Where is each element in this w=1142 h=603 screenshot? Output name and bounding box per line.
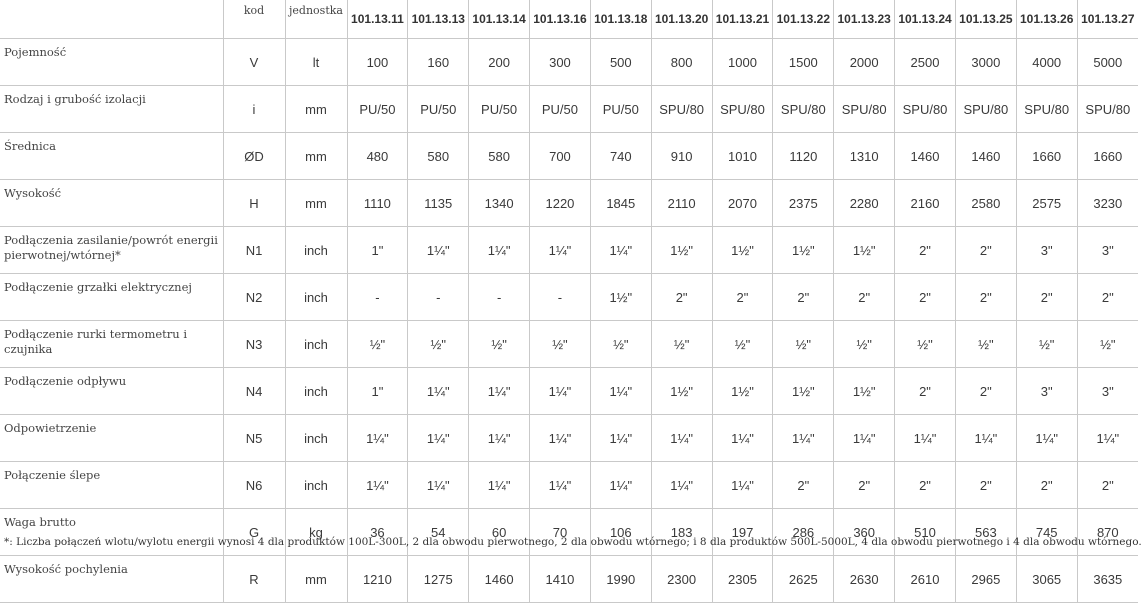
value-cell: 1275 <box>408 556 469 603</box>
table-row <box>0 556 1138 603</box>
value-cell: 2" <box>1077 462 1138 509</box>
value-cell: SPU/80 <box>773 86 834 133</box>
value-cell: 3" <box>1077 227 1138 274</box>
value-cell: 1460 <box>955 133 1016 180</box>
row-symbol: N2 <box>223 274 285 321</box>
value-cell: 54 <box>408 509 469 556</box>
value-cell: 1¼" <box>347 462 408 509</box>
value-cell: 2070 <box>712 180 773 227</box>
value-cell: 2" <box>895 227 956 274</box>
table-row <box>0 368 1138 415</box>
value-cell: 1¼" <box>712 462 773 509</box>
row-symbol: i <box>223 86 285 133</box>
value-cell: 2375 <box>773 180 834 227</box>
value-cell: 1¼" <box>530 415 591 462</box>
value-cell: PU/50 <box>530 86 591 133</box>
value-cell: 200 <box>469 39 530 86</box>
value-cell: 740 <box>590 133 651 180</box>
value-cell: 2580 <box>955 180 1016 227</box>
header-code: 101.13.24 <box>895 0 956 39</box>
value-cell: 1210 <box>347 556 408 603</box>
value-cell: 1¼" <box>408 462 469 509</box>
header-code: 101.13.11 <box>347 0 408 39</box>
value-cell: 2" <box>1016 462 1077 509</box>
value-cell: SPU/80 <box>1016 86 1077 133</box>
value-cell: 1500 <box>773 39 834 86</box>
value-cell: SPU/80 <box>651 86 712 133</box>
value-cell: 1½" <box>834 227 895 274</box>
value-cell: 1¼" <box>347 415 408 462</box>
header-code: 101.13.21 <box>712 0 773 39</box>
table-row <box>0 321 1138 368</box>
value-cell: PU/50 <box>347 86 408 133</box>
value-cell: 2305 <box>712 556 773 603</box>
value-cell: 1¼" <box>408 368 469 415</box>
value-cell: 3065 <box>1016 556 1077 603</box>
value-cell: 2500 <box>895 39 956 86</box>
value-cell: PU/50 <box>590 86 651 133</box>
row-label: Pojemność <box>0 39 223 86</box>
value-cell: 510 <box>895 509 956 556</box>
value-cell: 1340 <box>469 180 530 227</box>
row-unit: mm <box>285 556 347 603</box>
value-cell: 2" <box>1077 274 1138 321</box>
value-cell: 1¼" <box>651 462 712 509</box>
value-cell: 36 <box>347 509 408 556</box>
row-symbol: ØD <box>223 133 285 180</box>
row-label: Podłączenie odpływu <box>0 368 223 415</box>
value-cell: 2" <box>834 274 895 321</box>
header-code: 101.13.22 <box>773 0 834 39</box>
row-symbol: N1 <box>223 227 285 274</box>
row-unit: inch <box>285 227 347 274</box>
value-cell: 2630 <box>834 556 895 603</box>
value-cell: 1½" <box>712 368 773 415</box>
value-cell: - <box>469 274 530 321</box>
value-cell: ½" <box>1016 321 1077 368</box>
table-row <box>0 462 1138 509</box>
value-cell: 2280 <box>834 180 895 227</box>
row-label: Połączenie ślepe <box>0 462 223 509</box>
row-unit: mm <box>285 180 347 227</box>
value-cell: 1¼" <box>469 227 530 274</box>
value-cell: 1¼" <box>408 415 469 462</box>
value-cell: ½" <box>530 321 591 368</box>
value-cell: 1¼" <box>590 415 651 462</box>
value-cell: 1¼" <box>530 462 591 509</box>
value-cell: ½" <box>469 321 530 368</box>
value-cell: 3635 <box>1077 556 1138 603</box>
value-cell: PU/50 <box>408 86 469 133</box>
value-cell: 1845 <box>590 180 651 227</box>
row-symbol: N4 <box>223 368 285 415</box>
value-cell: 2965 <box>955 556 1016 603</box>
value-cell: 700 <box>530 133 591 180</box>
value-cell: 2" <box>834 462 895 509</box>
value-cell: 3000 <box>955 39 1016 86</box>
value-cell: SPU/80 <box>712 86 773 133</box>
value-cell: 106 <box>590 509 651 556</box>
value-cell: 500 <box>590 39 651 86</box>
value-cell: 1¼" <box>530 368 591 415</box>
value-cell: 5000 <box>1077 39 1138 86</box>
value-cell: 1220 <box>530 180 591 227</box>
value-cell: 1¼" <box>590 368 651 415</box>
row-unit: inch <box>285 368 347 415</box>
value-cell: 1010 <box>712 133 773 180</box>
value-cell: 4000 <box>1016 39 1077 86</box>
value-cell: 580 <box>408 133 469 180</box>
value-cell: 1¼" <box>834 415 895 462</box>
value-cell: 1¼" <box>1077 415 1138 462</box>
row-symbol: G <box>223 509 285 556</box>
header-code: 101.13.16 <box>530 0 591 39</box>
value-cell: 1¼" <box>530 227 591 274</box>
value-cell: 1120 <box>773 133 834 180</box>
value-cell: 2300 <box>651 556 712 603</box>
value-cell: 2" <box>895 368 956 415</box>
row-unit: inch <box>285 462 347 509</box>
value-cell: ½" <box>712 321 773 368</box>
value-cell: ½" <box>834 321 895 368</box>
value-cell: ½" <box>955 321 1016 368</box>
table-row <box>0 86 1138 133</box>
header-row <box>0 0 1138 39</box>
value-cell: 1½" <box>712 227 773 274</box>
row-unit: inch <box>285 415 347 462</box>
value-cell: 2160 <box>895 180 956 227</box>
value-cell: 2" <box>895 274 956 321</box>
row-unit: mm <box>285 133 347 180</box>
value-cell: 1¼" <box>590 462 651 509</box>
value-cell: 183 <box>651 509 712 556</box>
value-cell: 2" <box>1016 274 1077 321</box>
value-cell: 580 <box>469 133 530 180</box>
value-cell: ½" <box>1077 321 1138 368</box>
value-cell: 70 <box>530 509 591 556</box>
value-cell: 1¼" <box>955 415 1016 462</box>
value-cell: 3230 <box>1077 180 1138 227</box>
value-cell: 910 <box>651 133 712 180</box>
value-cell: 2110 <box>651 180 712 227</box>
value-cell: 1½" <box>773 368 834 415</box>
header-code: 101.13.20 <box>651 0 712 39</box>
table-row <box>0 39 1138 86</box>
row-unit: mm <box>285 86 347 133</box>
row-label: Waga brutto <box>0 509 223 556</box>
row-label: Wysokość pochylenia <box>0 556 223 603</box>
value-cell: 745 <box>1016 509 1077 556</box>
value-cell: 2625 <box>773 556 834 603</box>
value-cell: 1¼" <box>590 227 651 274</box>
row-unit: inch <box>285 321 347 368</box>
value-cell: SPU/80 <box>1077 86 1138 133</box>
value-cell: 2575 <box>1016 180 1077 227</box>
value-cell: ½" <box>347 321 408 368</box>
value-cell: SPU/80 <box>955 86 1016 133</box>
value-cell: 3" <box>1077 368 1138 415</box>
value-cell: 2000 <box>834 39 895 86</box>
row-symbol: N3 <box>223 321 285 368</box>
value-cell: 2610 <box>895 556 956 603</box>
value-cell: PU/50 <box>469 86 530 133</box>
header-code: 101.13.26 <box>1016 0 1077 39</box>
header-code: 101.13.27 <box>1077 0 1138 39</box>
value-cell: 800 <box>651 39 712 86</box>
value-cell: 2" <box>895 462 956 509</box>
value-cell: ½" <box>773 321 834 368</box>
row-symbol: N6 <box>223 462 285 509</box>
value-cell: 2" <box>955 274 1016 321</box>
value-cell: 1½" <box>651 227 712 274</box>
value-cell: 1¼" <box>469 415 530 462</box>
value-cell: SPU/80 <box>895 86 956 133</box>
value-cell: 870 <box>1077 509 1138 556</box>
value-cell: - <box>530 274 591 321</box>
value-cell: 1410 <box>530 556 591 603</box>
header-blank-cell <box>0 0 223 39</box>
value-cell: 1¼" <box>408 227 469 274</box>
value-cell: 3" <box>1016 227 1077 274</box>
value-cell: 1" <box>347 227 408 274</box>
header-code: 101.13.25 <box>955 0 1016 39</box>
value-cell: 60 <box>469 509 530 556</box>
value-cell: 1½" <box>773 227 834 274</box>
value-cell: 1¼" <box>1016 415 1077 462</box>
header-code: 101.13.23 <box>834 0 895 39</box>
value-cell: 1¼" <box>773 415 834 462</box>
header-kod: kod <box>223 0 285 39</box>
row-symbol: R <box>223 556 285 603</box>
value-cell: 160 <box>408 39 469 86</box>
value-cell: 2" <box>773 462 834 509</box>
row-symbol: V <box>223 39 285 86</box>
table-row <box>0 133 1138 180</box>
row-unit: lt <box>285 39 347 86</box>
header-code: 101.13.18 <box>590 0 651 39</box>
table-row <box>0 227 1138 274</box>
value-cell: 1110 <box>347 180 408 227</box>
value-cell: ½" <box>895 321 956 368</box>
footnote: *: Liczba połączeń wlotu/wylotu energii wynosi 4 dla produktów 100L-300L, 2 dla obwodu pierwotnego, 2 dla obwodu wtórnego; i 8 dla produktów 500L-5000L, 4 dla obwodu pierwotnego i 4 dla obwodu wtórnego. <box>4 536 1142 548</box>
value-cell: 100 <box>347 39 408 86</box>
value-cell: 1310 <box>834 133 895 180</box>
table-row <box>0 415 1138 462</box>
value-cell: 1¼" <box>469 368 530 415</box>
value-cell: ½" <box>651 321 712 368</box>
value-cell: 1½" <box>651 368 712 415</box>
value-cell: 286 <box>773 509 834 556</box>
value-cell: ½" <box>590 321 651 368</box>
header-code: 101.13.14 <box>469 0 530 39</box>
value-cell: - <box>408 274 469 321</box>
row-label: Podłączenie grzałki elektrycznej <box>0 274 223 321</box>
table-row <box>0 274 1138 321</box>
row-label: Średnica <box>0 133 223 180</box>
value-cell: 2" <box>955 462 1016 509</box>
spec-table-body <box>0 39 1138 603</box>
header-code: 101.13.13 <box>408 0 469 39</box>
value-cell: 1990 <box>590 556 651 603</box>
row-unit: kg <box>285 509 347 556</box>
value-cell: ½" <box>408 321 469 368</box>
row-symbol: N5 <box>223 415 285 462</box>
value-cell: 1½" <box>834 368 895 415</box>
table-row <box>0 509 1138 556</box>
value-cell: 300 <box>530 39 591 86</box>
row-symbol: H <box>223 180 285 227</box>
row-label: Podłączenia zasilanie/powrót energii pierwotnej/wtórnej* <box>0 227 223 274</box>
value-cell: 563 <box>955 509 1016 556</box>
value-cell: 1¼" <box>712 415 773 462</box>
value-cell: 1½" <box>590 274 651 321</box>
value-cell: 1" <box>347 368 408 415</box>
row-label: Rodzaj i grubość izolacji <box>0 86 223 133</box>
value-cell: 1¼" <box>895 415 956 462</box>
table-row <box>0 180 1138 227</box>
row-label: Wysokość <box>0 180 223 227</box>
value-cell: 3" <box>1016 368 1077 415</box>
header-jednostka: jednostka <box>285 0 347 39</box>
value-cell: 197 <box>712 509 773 556</box>
value-cell: 2" <box>712 274 773 321</box>
value-cell: 1¼" <box>469 462 530 509</box>
value-cell: 1460 <box>895 133 956 180</box>
value-cell: 1¼" <box>651 415 712 462</box>
value-cell: 360 <box>834 509 895 556</box>
row-label: Podłączenie rurki termometru i czujnika <box>0 321 223 368</box>
value-cell: 1000 <box>712 39 773 86</box>
value-cell: 2" <box>773 274 834 321</box>
value-cell: SPU/80 <box>834 86 895 133</box>
row-label: Odpowietrzenie <box>0 415 223 462</box>
value-cell: 1660 <box>1016 133 1077 180</box>
value-cell: 2" <box>955 227 1016 274</box>
value-cell: 1135 <box>408 180 469 227</box>
value-cell: 480 <box>347 133 408 180</box>
row-unit: inch <box>285 274 347 321</box>
value-cell: 1460 <box>469 556 530 603</box>
value-cell: - <box>347 274 408 321</box>
value-cell: 2" <box>955 368 1016 415</box>
value-cell: 1660 <box>1077 133 1138 180</box>
value-cell: 2" <box>651 274 712 321</box>
